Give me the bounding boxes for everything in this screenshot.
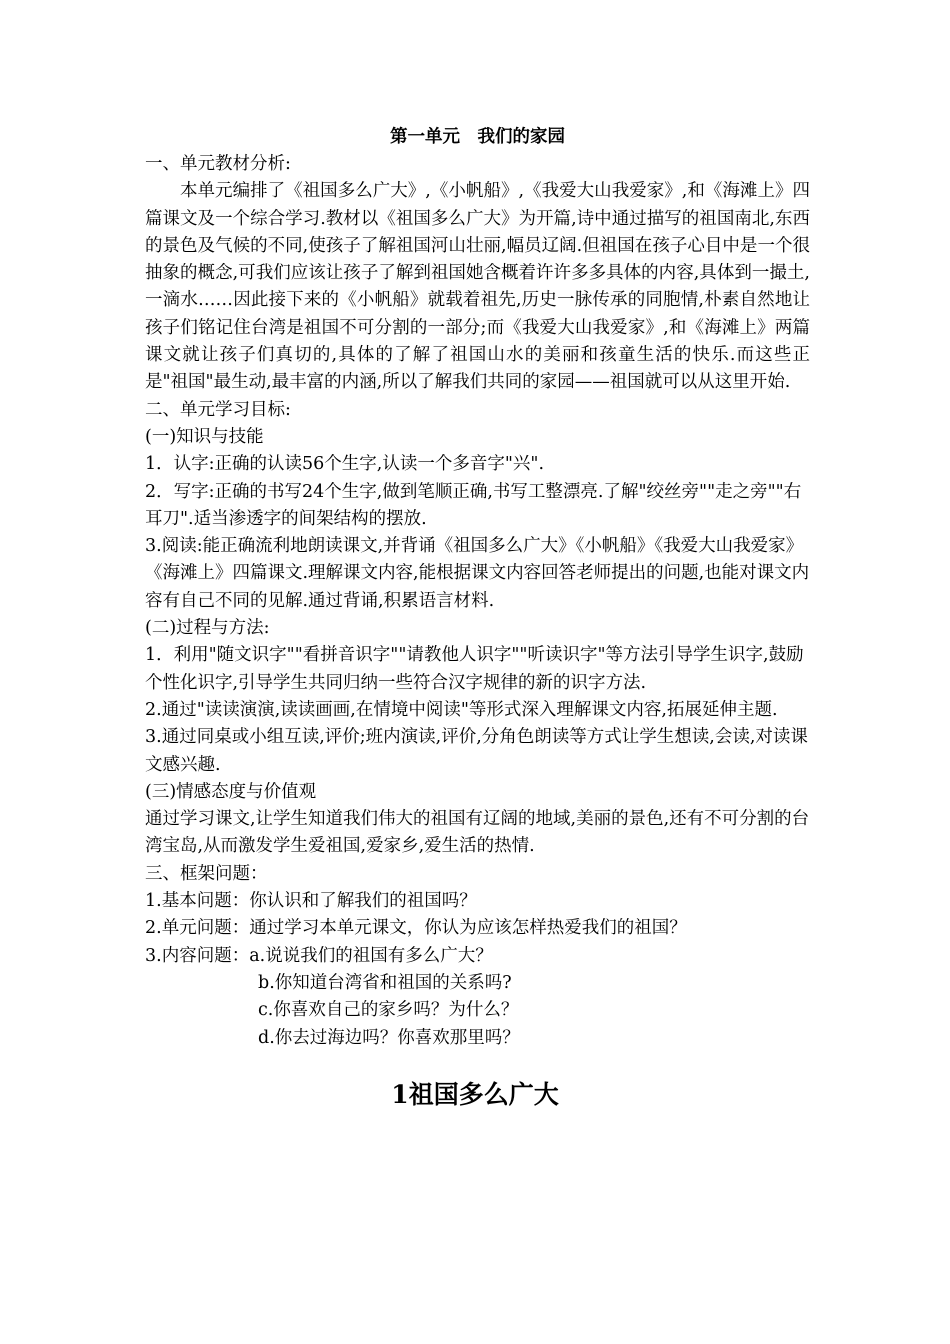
- section-heading-goals: 二、单元学习目标:: [145, 399, 291, 420]
- subheading-knowledge-skills: (一)知识与技能: [145, 426, 264, 447]
- document-body: [145, 125, 810, 1052]
- section-heading-framework: 三、框架问题：: [145, 863, 268, 884]
- goal-item: 3.通过同桌或小组互读,评价;班内演读,评价,分角色朗读等方式让学生想读,会读,对读课文感兴趣.: [145, 727, 808, 775]
- framework-subquestion: d.你去过海边吗？你喜欢那里吗？: [258, 1027, 520, 1048]
- goal-item: 1．认字:正确的认读56个生字,认读一个多音字"兴".: [145, 454, 545, 475]
- attitude-paragraph: 通过学习课文,让学生知道我们伟大的祖国有辽阔的地域,美丽的景色,还有不可分割的台湾宝岛,从而激发学生爱祖国,爱家乡,爱生活的热情.: [145, 809, 810, 857]
- framework-question: 2.单元问题：通过学习本单元课文，你认为应该怎样热爱我们的祖国？: [145, 918, 687, 939]
- framework-question: 3.内容问题：a.说说我们的祖国有多么广大？: [145, 945, 493, 966]
- goal-item: 1．利用"随文识字""看拼音识字""请教他人识字""听读识字"等方法引导学生识字,鼓励个性化识字,引导学生共同归纳一些符合汉字规律的新的识字方法.: [145, 645, 804, 693]
- lesson-title: 1祖国多么广大: [391, 1080, 559, 1109]
- unit-title: 第一单元 我们的家园: [390, 127, 565, 147]
- goal-item: 2.通过"读读演演,读读画画,在情境中阅读"等形式深入理解课文内容,拓展延伸主题.: [145, 699, 778, 720]
- goal-item: 2．写字:正确的书写24个生字,做到笔顺正确,书写工整漂亮.了解"绞丝旁""走之旁""右耳刀".适当渗透字的间架结构的摆放.: [145, 481, 802, 529]
- analysis-paragraph: 本单元编排了《祖国多么广大》,《小帆船》,《我爱大山我爱家》,和《海滩上》四篇课文及一个综合学习.教材以《祖国多么广大》为开篇,诗中通过描写的祖国南北,东西的景色及气候的不同,使孩子了解祖国河山壮丽,幅员辽阔.但祖国在孩子心目中是一个很抽象的概念,可我们应该让孩子了解到祖国她含概着许许多多具体的内容,具体到一撮土,一滴水……因此接下来的《小帆船》就载着祖先,历史一脉传承的同胞情,朴素自然地让孩子们铭记住台湾是祖国不可分割的一部分;而《我爱大山我爱家》,和《海滩上》两篇课文就让孩子们真切的,具体的了解了祖国山水的美丽和孩童生活的快乐.而这些正是"祖国"最生动,最丰富的内涵,所以了解我们共同的家园——祖国就可以从这里开始.: [145, 181, 810, 393]
- subheading-attitude-values: (三)情感态度与价值观: [145, 781, 317, 802]
- goal-item: 3.阅读:能正确流利地朗读课文,并背诵《祖国多么广大》《小帆船》《我爱大山我爱家》《海滩上》四篇课文.理解课文内容,能根据课文内容回答老师提出的问题,也能对课文内容有自己不同的见解.通过背诵,积累语言材料.: [145, 536, 810, 611]
- framework-subquestion: c.你喜欢自己的家乡吗？为什么？: [258, 1000, 519, 1021]
- framework-subquestion: b.你知道台湾省和祖国的关系吗?: [258, 972, 512, 993]
- subheading-process-methods: (二)过程与方法:: [145, 618, 270, 639]
- section-heading-analysis: 一、单元教材分析:: [145, 154, 291, 174]
- framework-question: 1.基本问题：你认识和了解我们的祖国吗？: [145, 891, 477, 912]
